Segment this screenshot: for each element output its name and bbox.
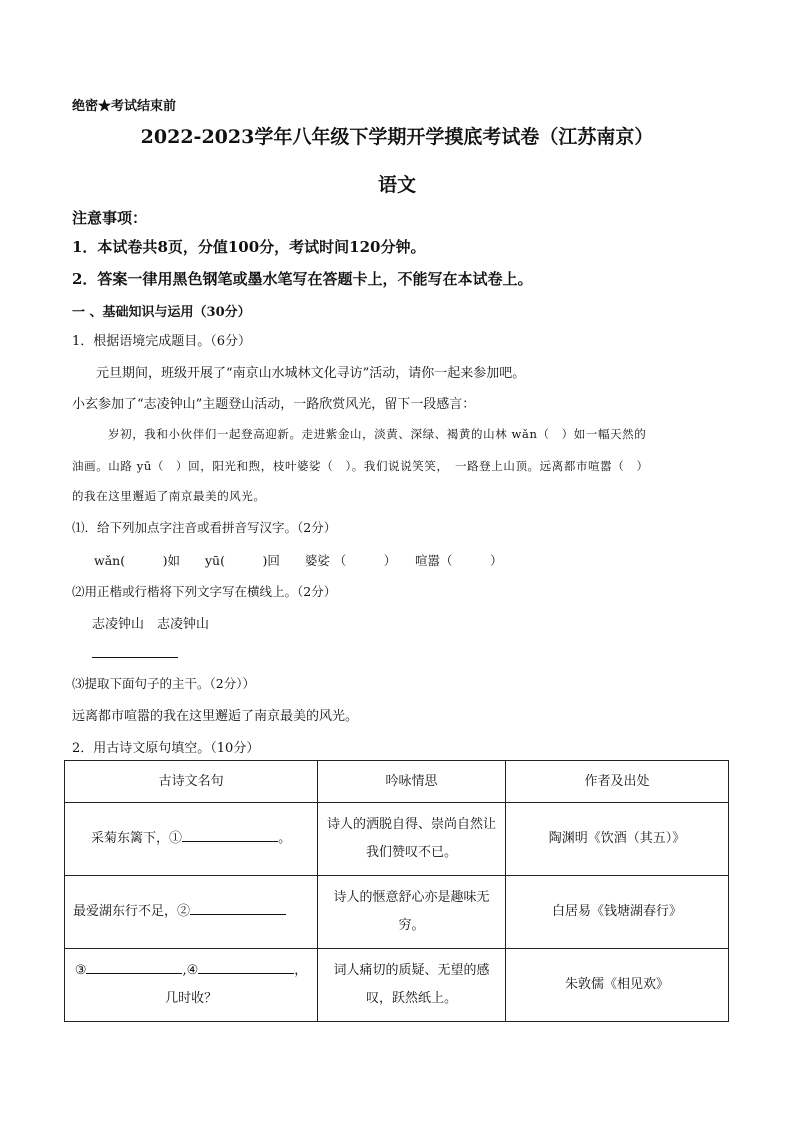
notes-heading: 注意事项：	[72, 209, 148, 227]
note-item: 2．答案一律用黑色钢笔或墨水笔写在答题卡上，不能写在本试卷上。	[72, 270, 533, 288]
table-header: 作者及出处	[505, 761, 728, 803]
pinyin-answer-row[interactable]: wǎn( )如 yū( )回 婆娑 （ ） 喧嚣（ ）	[94, 553, 503, 568]
copy-text: 志凌钟山 志凌钟山	[92, 617, 210, 632]
source-cell: 陶渊明《饮酒（其五）》	[505, 803, 728, 876]
sub-question-2: ⑵用正楷或行楷将下列文字写在横线上。（2分）	[72, 584, 337, 599]
source-cell: 朱敦儒《相见欢》	[505, 949, 728, 1022]
sub-question-3: ⑶提取下面句子的主干。（2分））	[72, 676, 255, 691]
verse-text: ，	[294, 963, 308, 978]
section-heading: 一 、基础知识与运用（30分）	[72, 305, 251, 320]
fill-blank[interactable]	[190, 900, 286, 915]
feeling-cell: 诗人的洒脱自得、崇尚自然让我们赞叹不已。	[318, 803, 506, 876]
verse-cell	[65, 949, 318, 1022]
page-title: 2022-2023学年八年级下学期开学摸底考试卷（江苏南京）	[140, 126, 654, 148]
subject-title: 语文	[377, 174, 416, 196]
target-sentence: 远离都市喧嚣的我在这里邂逅了南京最美的风光。	[72, 709, 359, 724]
verse-text: 采菊东篱下，①	[91, 831, 183, 846]
verse-text: ③	[74, 963, 87, 978]
feeling-cell: 词人痛切的质疑、无望的感叹，跃然纸上。	[318, 949, 506, 1022]
secret-mark: 绝密★考试结束前	[72, 99, 177, 114]
note-item: 1．本试卷共8页，分值100分，考试时间120分钟。	[72, 238, 426, 256]
question-1-intro: 小玄参加了“志凌钟山”主题登山活动，一路欣赏风光，留下一段感言：	[72, 397, 476, 412]
table-header-row	[65, 761, 729, 803]
verse-text: 最爱湖东行不足，②	[73, 904, 191, 919]
table-row	[65, 803, 729, 876]
verse-text: 几时收？	[165, 991, 218, 1006]
table-header: 吟咏情思	[318, 761, 506, 803]
verse-text: ,④	[182, 963, 199, 978]
handwritten-passage-line: 岁初，我和小伙伴们一起登高迎新。走进紫金山，淡黄、深绿、褐黄的山林 wǎn（ ）如一幅天然的	[108, 427, 647, 441]
poem-table	[64, 760, 729, 1022]
fill-blank[interactable]	[182, 827, 278, 842]
verse-cell	[65, 876, 318, 949]
fill-blank[interactable]	[198, 959, 294, 974]
feeling-cell: 诗人的惬意舒心亦是趣味无穷。	[318, 876, 506, 949]
question-2-stem: 2．用古诗文原句填空。（10分）	[72, 741, 260, 756]
question-1-stem: 1．根据语境完成题目。（6分）	[72, 334, 252, 349]
source-cell: 白居易《钱塘湖春行》	[505, 876, 728, 949]
handwritten-passage-line: 油画。山路 yū（ ）回，阳光和煦，枝叶婆娑（ ）。我们说说笑笑， 一路登上山顶。远离都市喧嚣（ ）	[72, 459, 649, 473]
verse-text: 。	[278, 831, 292, 846]
handwritten-passage-line: 的我在这里邂逅了南京最美的风光。	[72, 489, 266, 503]
fill-blank[interactable]	[86, 959, 182, 974]
answer-line[interactable]	[92, 657, 178, 658]
table-row	[65, 949, 729, 1022]
question-1-intro: 元旦期间，班级开展了“南京山水城林文化寻访”活动，请你一起来参加吧。	[96, 366, 526, 381]
sub-question-1: ⑴．给下列加点字注音或看拼音写汉字。（2分）	[72, 520, 337, 535]
table-header: 古诗文名句	[65, 761, 318, 803]
table-row	[65, 876, 729, 949]
verse-cell	[65, 803, 318, 876]
